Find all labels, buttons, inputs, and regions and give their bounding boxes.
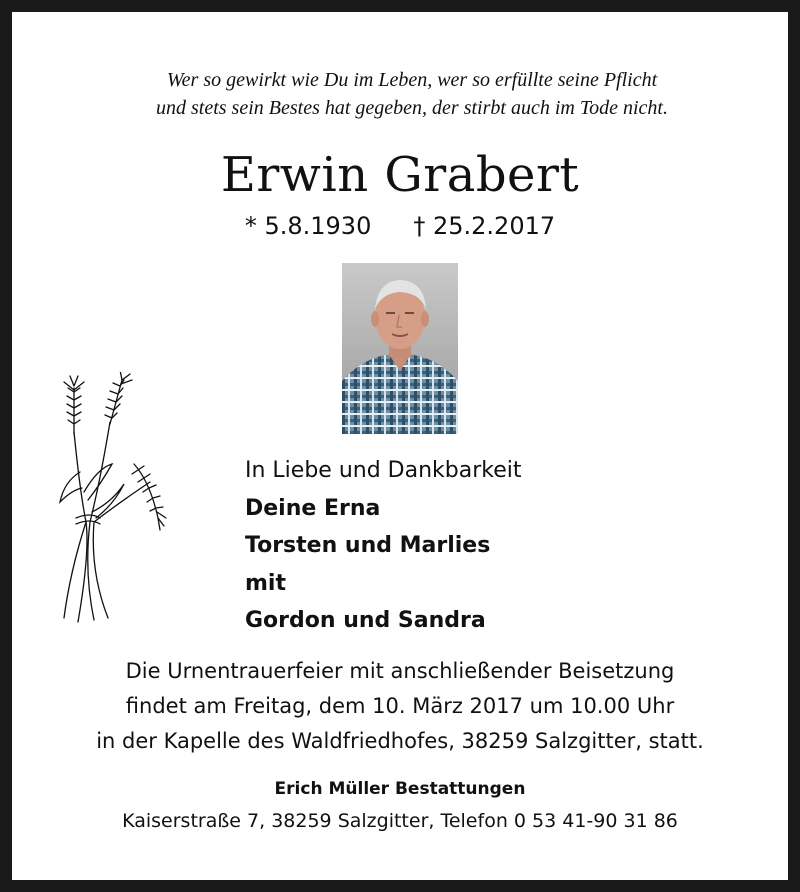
- birth-date: * 5.8.1930: [244, 212, 372, 240]
- quote-line-2: und stets sein Bestes hat gegeben, der stirbt auch im Tode nicht.: [156, 97, 668, 119]
- family-intro: In Liebe und Dankbarkeit: [245, 458, 522, 483]
- life-dates: [0, 210, 800, 242]
- family-line: mit: [245, 570, 286, 596]
- portrait-photo: [342, 263, 458, 434]
- quote-line-1: Wer so gewirkt wie Du im Leben, wer so erfüllte seine Pflicht: [166, 69, 658, 91]
- funeral-service-info: [0, 654, 800, 759]
- funeral-home: [0, 774, 800, 838]
- deceased-name: Erwin Grabert: [220, 147, 580, 203]
- wheat-sheaf-icon: [50, 372, 170, 634]
- service-line-1: Die Urnentrauerfeier mit anschließender Beisetzung: [125, 659, 675, 683]
- family-line: Torsten und Marlies: [245, 533, 491, 558]
- family-line: Deine Erna: [245, 495, 381, 521]
- family-line: Gordon und Sandra: [245, 608, 486, 633]
- funeral-home-address: Kaiserstraße 7, 38259 Salzgitter, Telefon 0 53 41-90 31 86: [122, 810, 678, 832]
- mourners-list: [245, 452, 522, 640]
- death-date: † 25.2.2017: [413, 212, 556, 240]
- memorial-quote: [12, 66, 800, 122]
- service-line-3: in der Kapelle des Waldfriedhofes, 38259 Salzgitter, statt.: [96, 729, 704, 753]
- service-line-2: findet am Freitag, dem 10. März 2017 um 10.00 Uhr: [125, 694, 675, 718]
- funeral-home-name: Erich Müller Bestattungen: [274, 779, 526, 799]
